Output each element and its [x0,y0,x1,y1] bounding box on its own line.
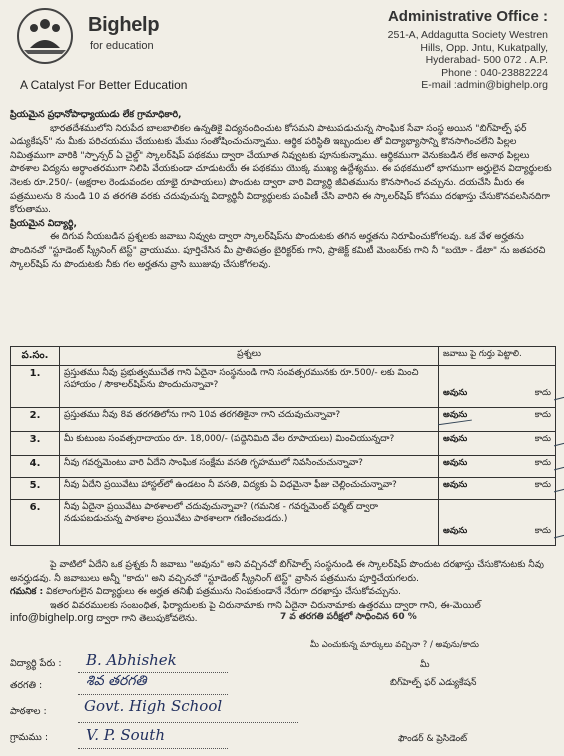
email-line: E-mail :admin@bighelp.org [421,79,548,91]
question-number: 1. [11,366,60,408]
office-address-block [338,8,548,92]
answer-no[interactable]: కాదు [534,410,551,420]
letter-body [10,108,554,271]
answer-no[interactable]: కాదు [535,480,551,492]
office-title: Administrative Office : [387,8,548,25]
question-text: నీవు ఏదేని ప్రయివేటు హాస్టల్‌లో ఉండటం నీ వసతి, విద్యకు ఏ విధమైనా ఫీజు చెల్లించుచున్నావా? [60,478,439,500]
school-value[interactable]: Govt. High School [84,697,223,715]
village-value[interactable]: V. P. South [86,726,165,744]
answer-cell[interactable] [439,366,556,408]
answer-yes[interactable]: అవును [443,388,468,398]
greeting: ప్రియమైన ప్రధానోపాధ్యాయుడు లేక గ్రామాధికారి, [10,109,182,120]
student-name-value[interactable]: B. Abhishek [86,651,177,669]
question-text: నీవు గవర్నమెంటు వారి ఏదేని సాంఘిక సంక్షేమ వసతి గృహములో నివసించుచున్నావా? [60,456,439,478]
question-number: 5. [11,478,60,500]
column-header: ప్రశ్నలు [60,347,439,366]
question-number: 3. [11,432,60,456]
answer-yes[interactable]: అవును [443,480,468,490]
table-row [11,366,556,408]
intro-paragraph: భారతదేశములోని నిరుపేద బాలబాలికల ఉన్నతికై విద్యనందించుట కోసమని పాటుపడుచున్న సాంఘిక సేవా సంస్థ అయిన "బిగ్‌హెల్ప్ ఫర్ ఎడ్యుకేషన్" ను మీకు పరిచయము చేయుటకు మేము సంతోషించుచున్నాము. ఆర్థిక పరిస్థితి ఇబ్బందుల తో విద్యాభ్యాసాన్ని కొనసాగించలేని పిల్లల నిమిత్తముగా వారికి "స్పాన్సర్ ఏ చైల్డ్" స్కాలర్‌షిప్ పథకము ద్వారా చేయూత నివ్వుటకు పూనుకున్నాము. ఆర్థికముగా వెనుకబడిన లేక అనాథ పిల్లలు పాఠశాల విద్యను అర్ధాంతరముగా నిలిపి వేయకుండా చూడుటయే ఈ పథకము యొక్క ముఖ్య ఉద్దేశ్యము. ఈ పథకములో భాగముగా అర్హులైన విద్యార్థులకు నెలకు రూ.250/- (అక్షరాల రెండువందల యాభై రూపాయలు) పొందుట ద్వారా వారి విద్యార్ధి జీవితమును కొనసాగించ వచ్చును. దయచేసి మీరు ఈ పత్రములను 8 నుండి 10 వ తరగతి వరకు చదువుచున్న విద్యార్థినీ విద్యార్థులకు పంపిణీ చేసి వారిని ఈ స్కాలర్‌షిప్ కోసము దరఖాస్తు చేసుకొనవలసినదిగా కోరుతాము. [10,122,552,216]
note-text: వికలాంగులైన విద్యార్థులు ఈ అర్హత తనిఖీ పత్రమును నింపకుండానే నేరుగా దరఖాస్తు చేసుకోవచ్చును. [46,586,401,598]
answer-cell[interactable] [439,456,556,478]
closing: మీ [420,660,430,670]
student-greeting: ప్రియమైన విద్యార్థి, [10,217,77,229]
student-name-label: విద్యార్థి పేరు : [10,658,62,669]
question-number: 2. [11,408,60,432]
contact-paragraph-end: ద్వారా గాని తెలుపుకోవలెను. [96,613,198,625]
table-row [11,432,556,456]
table-row [11,408,556,432]
question-text: ప్రస్తుతము నీవు 8వ తరగతిలోను గాని 10వ తరగతికైనా గాని చదువుచున్నావా? [60,408,439,432]
column-header: జవాబు పై గుర్తు పెట్టాలి. [439,347,556,366]
instructions-paragraph: ఈ దిగువ నీయబడిన ప్రశ్నలకు జవాబు నివ్వుట ద్వారా స్కాలర్‌షిప్‌ను పొందుటకు తగిన అర్హతను నిరూపించుకోగలవు. ఒక వేళ అర్హతను పొందినచో "స్టూడెంట్ స్క్రీనింగ్ టెస్ట్" వ్రాయుము. పూర్తిచేసిన మీ ప్రాతిపత్రం బైరిక్టర్‌కు గాని, ప్రాజెక్ట్ కమిటీ మెంబర్‌కు గాని నీ "బయో - డేటా" ను జతపరచి స్కాలర్‌షిప్ ను పొందుటకు నీకు గల అర్హతను వ్రాసి ఋజువు చేసుకోగలవు. [10,231,546,270]
question-text: మీ కుటుంబ సంవత్సరాదాయం రూ. 18,000/- (పద్దెనిమిది వేల రూపాయలు) మించియున్నదా? [60,432,439,456]
marks-question: మీ ఎంచుకున్న మార్కులు వచ్చినా ? / అవును/కాదు [310,640,479,650]
eligibility-result-paragraph: పై వాటిలో ఏదేని ఒక ప్రశ్నకు నీ జవాబు "అవును" అని వచ్చినచో బిగ్‌హెల్ప్ సంస్థనుండి ఈ స్కాలర్‌షిప్ పొందుట దరఖాస్తు చేసుకొనుటకు నీవు అనర్హుడవు. నీ జవాబులు అన్నీ "కాదు" అని వచ్చినచో "స్టూడెంట్ స్క్రీనింగ్ టెస్ట్" వ్రాసిన పత్రమును పూర్తిచేయగలరు. [10,559,544,584]
organization-signature: బిగ్‌హెల్ప్ ఫర్ ఎడ్యుకేషన్ [390,678,477,688]
eligibility-questions-table [10,346,556,546]
phone-line: Phone : 040-23882224 [441,66,548,79]
marks-note: 7 వ తరగతి పరీక్షలో సాధించిన 60 % [280,612,417,622]
answer-no[interactable]: కాదు [535,434,551,446]
column-header: ప.సం. [11,347,60,366]
question-text: ప్రస్తుతము నీవు ప్రభుత్వముచేత గాని ఏదైనా సంస్థనుండి గాని సంవత్సరమునకు రూ.500/- లకు మించి సహాయం / సౌకాలర్‌షిప్‌ను పొందుచున్నావా? [60,366,439,408]
answer-yes[interactable]: అవును [443,458,468,468]
answer-yes[interactable]: అవును [443,434,468,444]
question-number: 4. [11,456,60,478]
class-line [78,694,228,695]
class-label: తరగతి : [10,680,43,691]
founder-title: ఫౌండర్ & ప్రెసిడెంట్ [398,734,468,744]
answer-no[interactable]: కాదు [535,388,551,400]
table-row [11,500,556,546]
village-label: గ్రామము : [10,732,49,743]
brand-subtitle: for education [90,40,154,52]
answer-yes[interactable]: అవును [443,410,467,422]
class-value[interactable]: శివ తరగతి [86,673,147,689]
table-row [11,478,556,500]
answer-no[interactable]: కాదు [535,526,551,538]
school-line [78,722,298,723]
contact-email[interactable]: info@bighelp.org [10,612,94,625]
table-header-row [11,347,556,366]
answer-cell[interactable] [439,408,556,432]
answer-yes[interactable]: అవును [443,526,468,536]
address-line: Hills, Opp. Jntu, Kukatpally, [420,41,548,54]
brand-name: Bighelp [88,14,160,36]
address-line: 251-A, Addagutta Society Westren [387,29,548,41]
question-text: నీవు ఏదైనా ప్రయివేటు పాఠశాలలో చదువుచున్నావా? (గమనిక - గవర్నమెంట్ పర్మిట్ ద్వారా నడుపబడుచున్న పాఠశాల ప్రయివేటు పాఠశాలగా గణించబడదు.) [60,500,439,546]
address-line: Hyderabad- 500 072 . A.P. [425,54,548,66]
answer-cell[interactable] [439,500,556,546]
question-number: 6. [11,500,60,546]
answer-no[interactable]: కాదు [535,458,551,470]
table-row [11,456,556,478]
village-line [78,748,228,749]
school-label: పాఠశాల : [10,706,47,717]
bighelp-logo-icon [8,4,82,68]
contact-paragraph: ఇతర వివరములకు సంబంధిత, ఫిర్యాదులకు పై చిరునామాకు గాని ఏదైనా చిరునామాకు ఉత్తరము ద్వారా గాని, ఈ-మెయిల్ [50,599,481,611]
tagline: A Catalyst For Better Education [20,78,188,92]
answer-cell[interactable] [439,478,556,500]
answer-cell[interactable] [439,432,556,456]
note-label: గమనిక : [10,586,44,598]
